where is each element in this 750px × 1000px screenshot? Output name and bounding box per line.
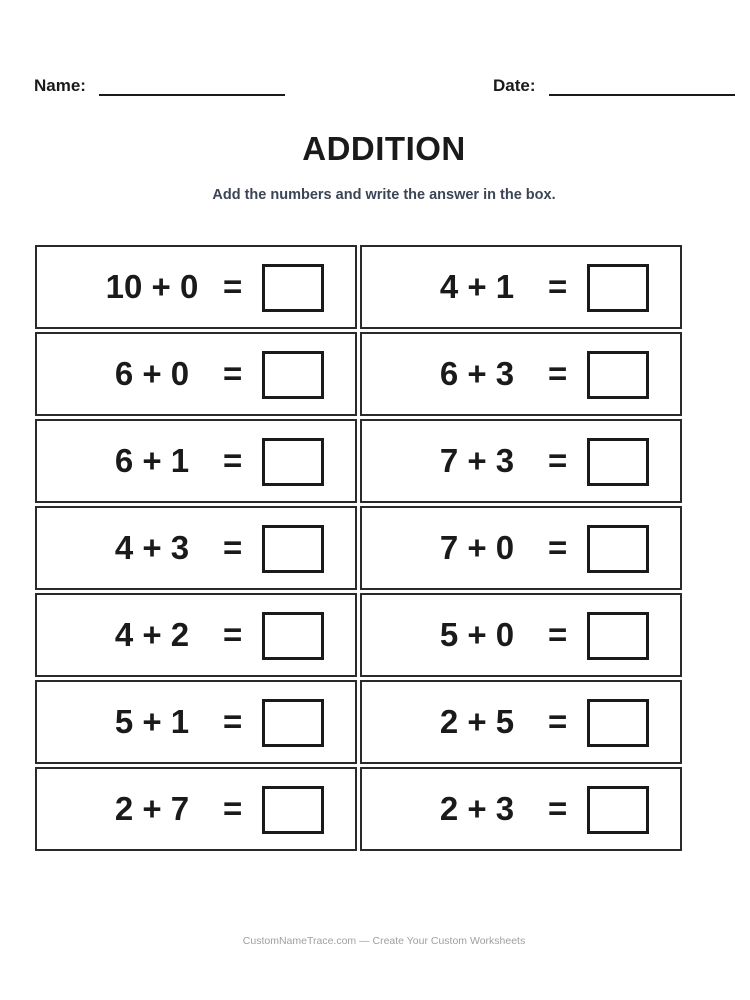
problem-expression: 7 + 3 — [439, 442, 515, 479]
equals-sign: = — [223, 616, 243, 653]
equals-sign: = — [548, 355, 568, 392]
problem-expression: 7 + 0 — [439, 529, 515, 566]
problem-cell — [35, 419, 357, 503]
problem-expression: 6 + 1 — [114, 442, 190, 479]
problem-cell — [35, 593, 357, 677]
equals-sign: = — [223, 442, 243, 479]
problem-expression: 4 + 3 — [114, 529, 190, 566]
problem-cell — [360, 419, 682, 503]
problem-expression: 6 + 0 — [114, 355, 190, 392]
problem-expression: 2 + 5 — [439, 703, 515, 740]
equals-sign: = — [223, 703, 243, 740]
problem-expression: 2 + 7 — [114, 790, 190, 827]
problem-cell — [35, 332, 357, 416]
problem-cell — [35, 245, 357, 329]
answer-box[interactable] — [262, 612, 324, 660]
answer-box[interactable] — [262, 699, 324, 747]
worksheet-title: ADDITION — [302, 130, 466, 167]
equals-sign: = — [548, 442, 568, 479]
answer-box[interactable] — [262, 351, 324, 399]
equals-sign: = — [223, 790, 243, 827]
problem-expression: 5 + 0 — [439, 616, 515, 653]
answer-box[interactable] — [262, 438, 324, 486]
problem-expression: 6 + 3 — [439, 355, 515, 392]
problem-cell — [35, 767, 357, 851]
equals-sign: = — [223, 529, 243, 566]
problem-expression: 5 + 1 — [114, 703, 190, 740]
answer-box[interactable] — [587, 699, 649, 747]
worksheet-header — [34, 76, 736, 98]
equals-sign: = — [548, 616, 568, 653]
problem-cell — [360, 506, 682, 590]
problem-cell — [35, 680, 357, 764]
name-write-line[interactable] — [99, 78, 285, 96]
date-write-line[interactable] — [549, 78, 735, 96]
equals-sign: = — [223, 268, 243, 305]
problem-grid — [35, 245, 682, 851]
equals-sign: = — [223, 355, 243, 392]
problem-cell — [360, 680, 682, 764]
answer-box[interactable] — [587, 438, 649, 486]
problem-cell — [360, 593, 682, 677]
problem-expression: 4 + 1 — [439, 268, 515, 305]
answer-box[interactable] — [587, 351, 649, 399]
problem-expression: 4 + 2 — [114, 616, 190, 653]
date-label: Date: — [493, 76, 536, 95]
problem-cell — [35, 506, 357, 590]
answer-box[interactable] — [262, 525, 324, 573]
problem-cell — [360, 767, 682, 851]
name-field — [34, 76, 285, 96]
equals-sign: = — [548, 703, 568, 740]
problem-expression: 2 + 3 — [439, 790, 515, 827]
name-label: Name: — [34, 76, 86, 95]
problem-cell — [360, 245, 682, 329]
footer-credit: CustomNameTrace.com — Create Your Custom Worksheets — [242, 935, 526, 947]
equals-sign: = — [548, 529, 568, 566]
date-field — [493, 76, 735, 96]
equals-sign: = — [548, 790, 568, 827]
problem-cell — [360, 332, 682, 416]
answer-box[interactable] — [587, 612, 649, 660]
instructions-text: Add the numbers and write the answer in the box. — [212, 187, 556, 203]
answer-box[interactable] — [262, 264, 324, 312]
problem-expression: 10 + 0 — [105, 268, 199, 305]
answer-box[interactable] — [587, 264, 649, 312]
answer-box[interactable] — [587, 525, 649, 573]
equals-sign: = — [548, 268, 568, 305]
answer-box[interactable] — [262, 786, 324, 834]
answer-box[interactable] — [587, 786, 649, 834]
